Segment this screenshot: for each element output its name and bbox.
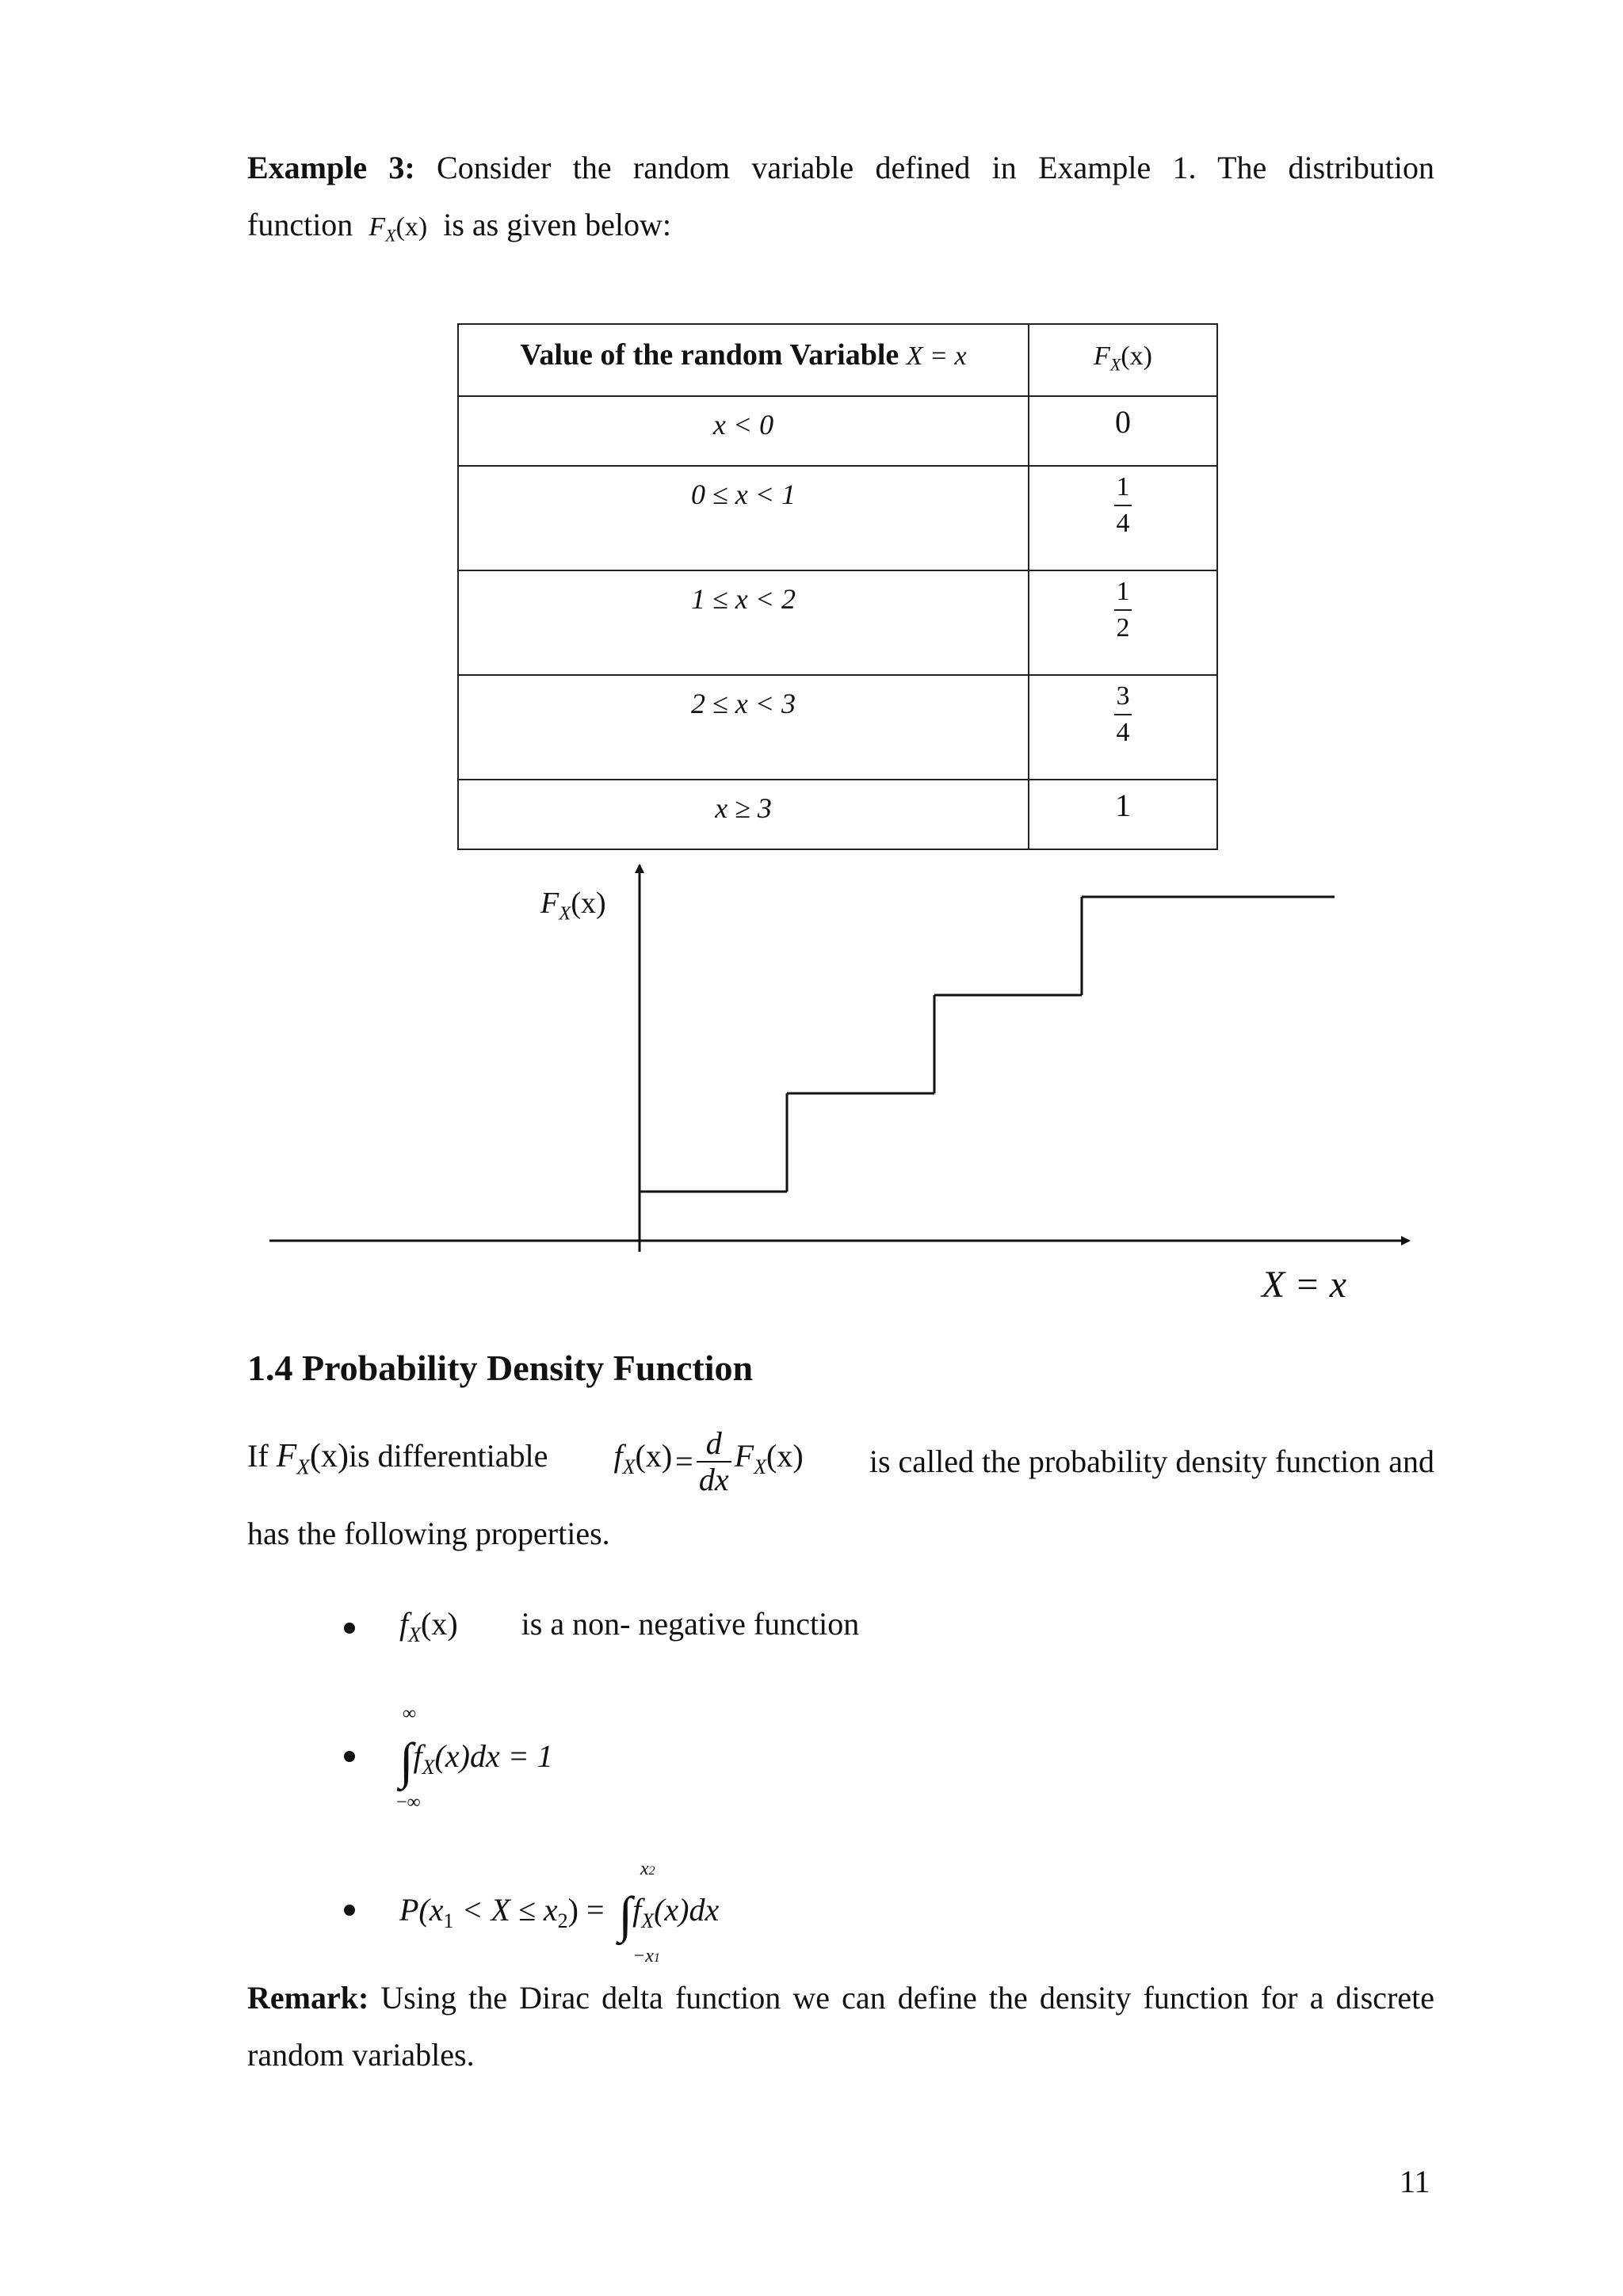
definition-called-text: is called the probability density function and xyxy=(869,1444,1434,1479)
header-value-col: Value of the random Variable X = x xyxy=(458,324,1029,396)
table-row: 0 ≤ x < 1 $\frac{1}{4}$ xyxy=(458,466,1217,570)
property-2: $\int f_X(x)dx = 1$ xyxy=(399,1733,553,1789)
table-row: 2 ≤ x < 3 $\frac{3}{4}$ xyxy=(458,675,1217,780)
example-text: Consider the random variable defined in Example 1. The distribution xyxy=(437,150,1435,185)
example-text-after: is as given below: xyxy=(443,207,671,242)
integral-lower-limit: −∞ xyxy=(396,1792,421,1813)
integral-lower-limit: −x1 xyxy=(632,1946,660,1966)
page-number: 11 xyxy=(1400,2164,1430,2199)
remark-text: Using the Dirac delta function we can define the density function for a discrete xyxy=(380,1980,1435,2016)
fx-inline: $F_X(x)$ xyxy=(369,212,428,246)
table-row: 1 ≤ x < 2 $\frac{1}{2}$ xyxy=(458,570,1217,675)
remark-line-2: random variables. xyxy=(247,2037,475,2073)
bullet-dot xyxy=(344,1623,355,1634)
property-1: $f_X(x)$ is a non- negative function xyxy=(399,1606,860,1647)
definition-line-1 xyxy=(247,1426,1434,1497)
bullet-dot xyxy=(344,1751,355,1762)
remark-label: Remark: xyxy=(247,1980,369,2016)
chart-y-label: $F_X(x)$ xyxy=(540,887,606,925)
remark-line-1 xyxy=(247,1970,1434,2027)
section-heading: 1.4 Probability Density Function xyxy=(247,1348,754,1388)
property-3: $P(x_1 < X \le x_2) = \int f_X(x)dx$ xyxy=(399,1886,720,1943)
example-label: Example 3: xyxy=(247,150,415,185)
definition-line-2: has the following properties. xyxy=(247,1516,610,1551)
pdf-definition-formula: $f_X(x)$ = d dx $F_X(x)$ xyxy=(613,1425,804,1497)
integral-upper-limit: x2 xyxy=(640,1859,655,1879)
definition-if: If $F_X(x)is$ differentiable xyxy=(247,1438,548,1479)
bullet-dot xyxy=(344,1905,355,1916)
integral-upper-limit: ∞ xyxy=(403,1703,417,1724)
chart-x-label: X = x xyxy=(1262,1264,1347,1306)
header-fx-col: $F_X(x)$ xyxy=(1029,324,1217,396)
step-series xyxy=(640,897,1335,1192)
table-row: x ≥ 3 1 xyxy=(458,780,1217,849)
table-row: x < 0 0 xyxy=(458,396,1217,466)
function-word: function xyxy=(247,207,353,242)
